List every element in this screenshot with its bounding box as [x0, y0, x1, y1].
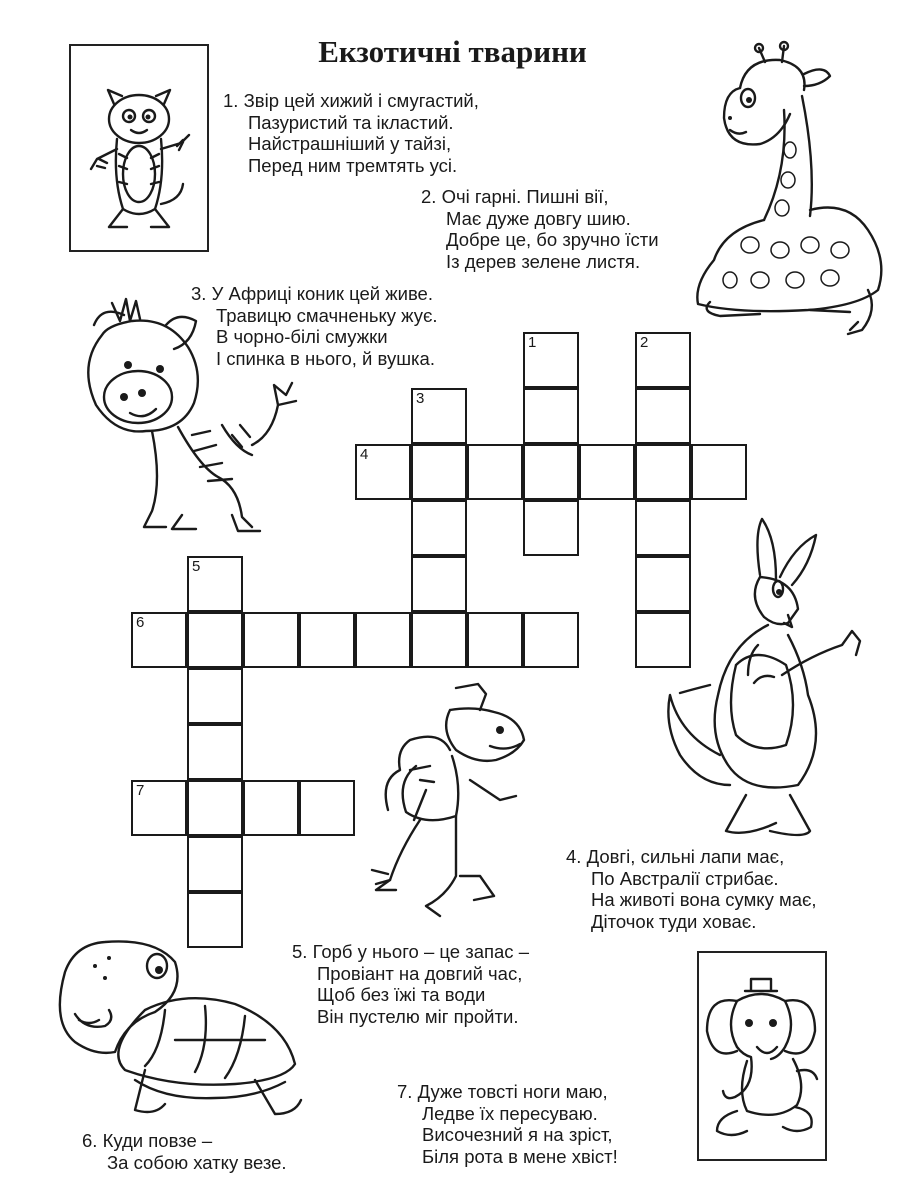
crossword-cell[interactable] — [131, 612, 187, 668]
tiger-icon — [69, 44, 209, 252]
riddle-line: Травицю смачненьку жує. — [216, 304, 438, 326]
crossword-cell[interactable] — [187, 612, 243, 668]
riddle-line: Горб у нього – це запас – — [312, 941, 529, 962]
riddle-4 — [566, 846, 817, 932]
riddle-line: У Африці коник цей живе. — [211, 283, 433, 304]
crossword-cell[interactable] — [467, 612, 523, 668]
riddle-number: 2. — [421, 186, 437, 207]
crossword-cell[interactable] — [411, 388, 467, 444]
riddle-line: По Австралії стрибає. — [591, 867, 779, 889]
crossword-clue-number: 3 — [416, 390, 425, 407]
giraffe-icon — [690, 40, 890, 340]
elephant-picture-frame — [697, 951, 827, 1161]
crossword-cell[interactable] — [635, 332, 691, 388]
crossword-cell[interactable] — [187, 668, 243, 724]
crossword-cell[interactable] — [523, 444, 579, 500]
crossword-cell[interactable] — [243, 780, 299, 836]
crossword-cell[interactable] — [691, 444, 747, 500]
riddle-line: Довгі, сильні лапи має, — [586, 846, 785, 867]
riddle-line: Звір цей хижий і смугастий, — [243, 90, 479, 111]
turtle-icon — [45, 930, 335, 1130]
riddle-line: Має дуже довгу шию. — [446, 207, 631, 229]
crossword-clue-number: 7 — [136, 782, 145, 799]
riddle-number: 5. — [292, 941, 308, 962]
crossword-cell[interactable] — [187, 556, 243, 612]
riddle-6 — [82, 1130, 287, 1173]
riddle-line: Із дерев зелене листя. — [446, 250, 641, 272]
riddle-number: 3. — [191, 283, 207, 304]
riddle-7 — [397, 1081, 618, 1167]
crossword-cell[interactable] — [411, 556, 467, 612]
riddle-line: Куди повзе – — [102, 1130, 213, 1151]
riddle-number: 1. — [223, 90, 239, 111]
riddle-number: 4. — [566, 846, 582, 867]
riddle-number: 7. — [397, 1081, 413, 1102]
crossword-cell[interactable] — [411, 612, 467, 668]
riddle-number: 6. — [82, 1130, 98, 1151]
riddle-line: Дуже товсті ноги маю, — [417, 1081, 608, 1102]
riddle-line: Діточок туди ховає. — [591, 910, 757, 932]
riddle-line: Найстрашніший у тайзі, — [248, 133, 452, 154]
crossword-clue-number: 1 — [528, 334, 537, 351]
crossword-cell[interactable] — [523, 388, 579, 444]
riddle-1 — [223, 90, 479, 176]
crossword-cell[interactable] — [411, 500, 467, 556]
crossword-clue-number: 2 — [640, 334, 649, 351]
riddle-line: Добре це, бо зручно їсти — [446, 229, 659, 250]
kangaroo-icon — [650, 515, 870, 845]
crossword-clue-number: 5 — [192, 558, 201, 575]
zebra-icon — [82, 285, 312, 555]
riddle-line: Біля рота в мене хвіст! — [422, 1145, 618, 1167]
riddle-2 — [421, 186, 659, 272]
elephant-icon — [697, 951, 827, 1161]
riddle-line: В чорно-білі смужки — [216, 326, 388, 347]
riddle-line: Провіант на довгий час, — [317, 962, 523, 984]
crossword-cell[interactable] — [579, 444, 635, 500]
riddle-line: Очі гарні. Пишні вії, — [441, 186, 609, 207]
crossword-cell[interactable] — [355, 612, 411, 668]
crossword-cell[interactable] — [187, 836, 243, 892]
crossword-cell[interactable] — [299, 612, 355, 668]
riddle-line: Ледве їх пересуваю. — [422, 1102, 598, 1124]
crossword-clue-number: 6 — [136, 614, 145, 631]
riddle-line: Пазуристий та ікластий. — [248, 111, 454, 133]
crossword-clue-number: 4 — [360, 446, 369, 463]
crossword-cell[interactable] — [131, 780, 187, 836]
riddle-line: На животі вона сумку має, — [591, 889, 817, 910]
crossword-cell[interactable] — [243, 612, 299, 668]
page-title: Екзотичні тварини — [318, 34, 587, 69]
crossword-cell[interactable] — [299, 780, 355, 836]
tiger-picture-frame — [69, 44, 209, 252]
crossword-cell[interactable] — [467, 444, 523, 500]
riddle-line: Перед ним тремтять усі. — [248, 154, 458, 176]
riddle-line: Щоб без їжі та води — [317, 984, 486, 1005]
crossword-cell[interactable] — [187, 724, 243, 780]
crossword-cell[interactable] — [523, 500, 579, 556]
riddle-line: І спинка в нього, й вушка. — [216, 347, 435, 369]
crossword-cell[interactable] — [411, 444, 467, 500]
camel-icon — [370, 680, 550, 930]
crossword-cell[interactable] — [635, 388, 691, 444]
crossword-cell[interactable] — [523, 612, 579, 668]
riddle-line: Височезний я на зріст, — [422, 1124, 613, 1145]
riddle-line: Він пустелю міг пройти. — [317, 1005, 519, 1027]
crossword-cell[interactable] — [635, 444, 691, 500]
crossword-cell[interactable] — [187, 780, 243, 836]
riddle-line: За собою хатку везе. — [107, 1151, 287, 1173]
crossword-cell[interactable] — [355, 444, 411, 500]
crossword-cell[interactable] — [523, 332, 579, 388]
